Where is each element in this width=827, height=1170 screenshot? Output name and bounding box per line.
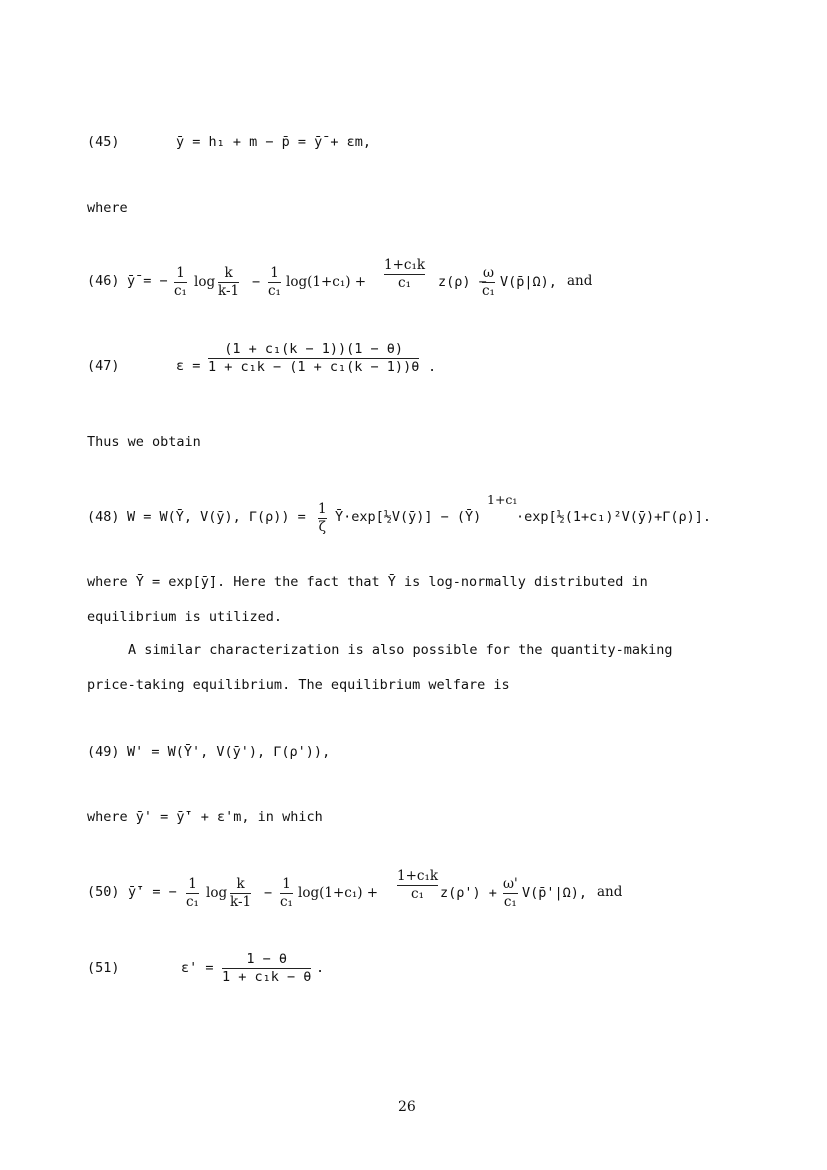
text-thus: Thus we obtain <box>87 434 201 450</box>
eq50-frac-2: k k-1 <box>230 876 252 910</box>
eq46-log-2: log(1+c₁) + <box>286 274 367 290</box>
text-where-2: where ȳ' = ȳ̄' + ε'm, in which <box>87 809 323 825</box>
eq50-label: (50) <box>87 884 120 900</box>
para1-line-2: equilibrium is utilized. <box>87 609 283 625</box>
eq51-tail: . <box>316 960 325 976</box>
eq50-log-1: log <box>206 885 228 901</box>
para1-line-1: where Ȳ = exp[ȳ̄]. Here the fact that Ȳ is log-normally distributed in <box>87 574 648 590</box>
para2-line-2: price-taking equilibrium. The equilibrium welfare is <box>87 677 510 693</box>
page-number: 26 <box>398 1099 416 1115</box>
eq48-frac: 1 ζ <box>318 501 327 535</box>
eq46-minus: − <box>252 274 261 290</box>
eq45-body: ȳ = h₁ + m − p̄ = ȳ̄ + εm, <box>176 134 372 150</box>
eq48-body-1: W = W(Ȳ, V(ȳ), Γ(ρ)) = <box>127 509 306 525</box>
eq50-frac-1: 1 c₁ <box>186 876 199 910</box>
eq50-frac-4: 1+c₁k c₁ <box>397 868 439 902</box>
eq46-frac-1: 1 c₁ <box>174 265 187 299</box>
eq48-exponent: 1+c₁ <box>487 492 518 507</box>
eq49-body: W' = W(Ȳ', V(ȳ'), Γ(ρ')), <box>127 744 331 760</box>
eq45-label: (45) <box>87 134 120 150</box>
eq50-and: and <box>597 884 623 900</box>
eq47-frac: (1 + c₁(k − 1))(1 − θ) 1 + c₁k − (1 + c₁(k − 1))θ <box>208 341 420 375</box>
eq50-z: z(ρ') + <box>440 885 497 901</box>
eq47-label: (47) <box>87 358 120 374</box>
eq50-frac-3: 1 c₁ <box>280 876 293 910</box>
eq46-log-1: log <box>194 274 216 290</box>
eq48-body-3: ·exp[½(1+c₁)²V(ȳ)+Γ(ρ)]. <box>516 509 712 525</box>
eq46-and: and <box>567 273 593 289</box>
eq46-frac-3: 1 c₁ <box>268 265 281 299</box>
eq46-frac-5: ω c₁ <box>482 265 495 299</box>
eq50-log-2: log(1+c₁) + <box>298 885 379 901</box>
eq50-tail: V(p̄'|Ω), <box>522 885 588 901</box>
eq50-frac-5: ω' c₁ <box>503 876 518 910</box>
eq49-label: (49) <box>87 744 120 760</box>
para2-line-1: A similar characterization is also possible for the quantity-making <box>128 642 673 658</box>
eq51-label: (51) <box>87 960 120 976</box>
eq47-lhs: ε = <box>176 358 201 374</box>
eq48-body-2: Ȳ·exp[½V(ȳ)] − (Ȳ) <box>335 509 482 525</box>
eq51-lhs: ε' = <box>181 960 214 976</box>
eq46-tail: V(p̄|Ω), <box>500 274 557 290</box>
eq46-z: z(ρ) − <box>438 274 487 290</box>
eq50-minus: − <box>264 885 273 901</box>
eq47-tail: . <box>428 359 437 375</box>
eq48-label: (48) <box>87 509 120 525</box>
eq46-frac-2: k k-1 <box>218 265 240 299</box>
eq46-label: (46) <box>87 273 120 289</box>
text-where-1: where <box>87 200 128 216</box>
eq46-frac-4: 1+c₁k c₁ <box>384 257 426 291</box>
eq51-frac: 1 − θ 1 + c₁k − θ <box>222 951 312 985</box>
eq50-lhs: ȳ̄' = − <box>128 884 177 900</box>
eq46-lhs: ȳ̄ = − <box>127 273 168 289</box>
